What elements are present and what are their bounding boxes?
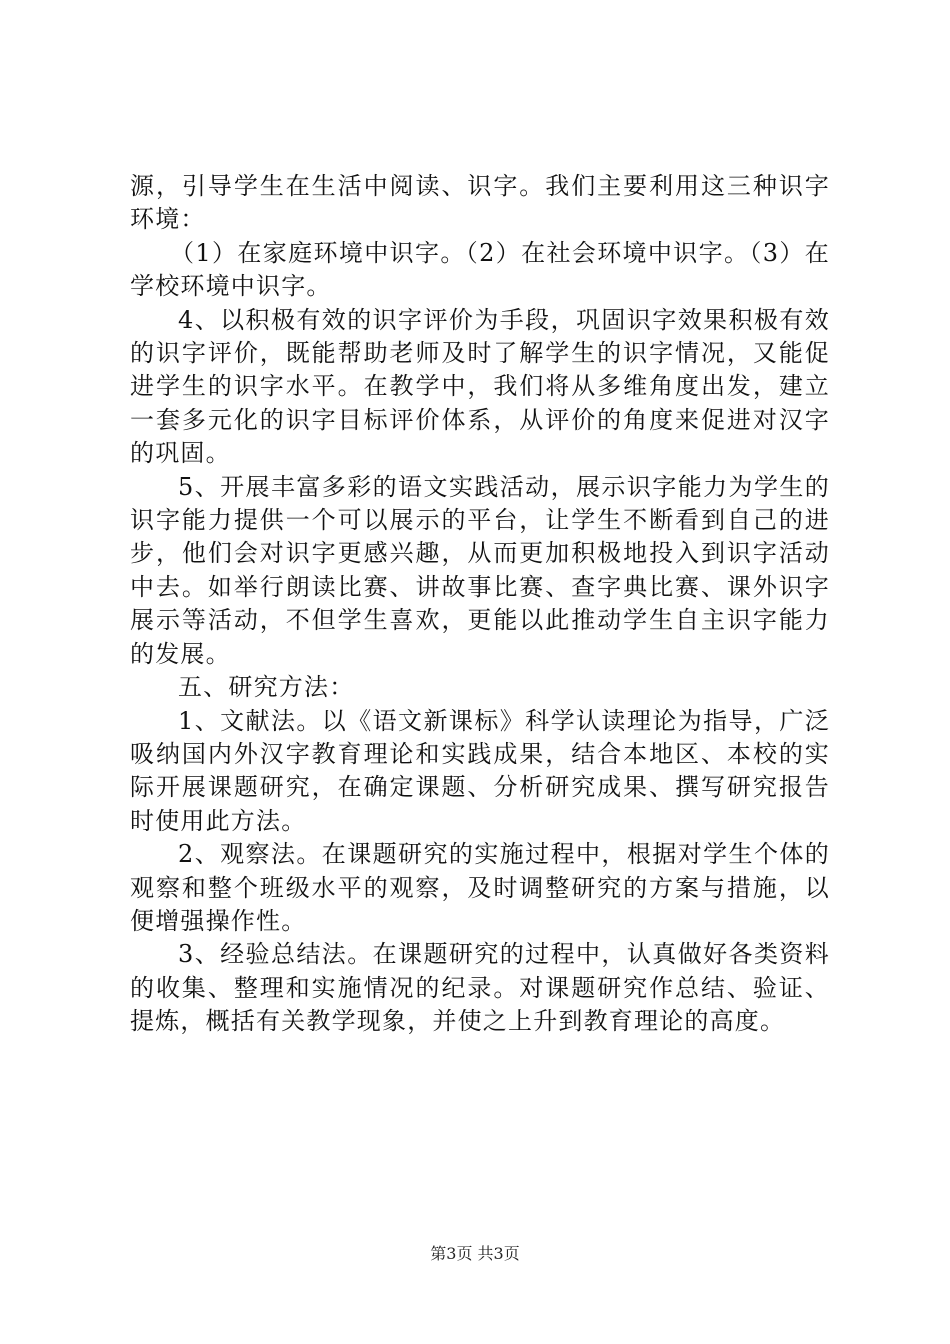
section-heading-research-methods: 五、研究方法： — [178, 673, 355, 702]
page-number-label: 第3页 共3页 — [430, 1244, 520, 1263]
paragraph-method-1: 1、文献法。以《语文新课标》科学认读理论为指导，广泛吸纳国内外汉字教育理论和实践成果，结合本地区、本校的实际开展课题研究，在确定课题、分析研究成果、撰写研究报告时使用此方法。 — [130, 706, 830, 835]
paragraph-environments-list: （1）在家庭环境中识字。（2）在社会环境中识字。（3）在学校环境中识字。 — [130, 238, 830, 301]
document-body — [130, 170, 830, 1039]
paragraph-item-5: 5、开展丰富多彩的语文实践活动，展示识字能力为学生的识字能力提供一个可以展示的平台，让学生不断看到自己的进步，他们会对识字更感兴趣，从而更加积极地投入到识字活动中去。如举行朗读比赛、讲故事比赛、查字典比赛、课外识字展示等活动，不但学生喜欢，更能以此推动学生自主识字能力的发展。 — [130, 472, 830, 668]
paragraph-continuation: 源，引导学生在生活中阅读、识字。我们主要利用这三种识字环境： — [130, 172, 830, 234]
paragraph-item-4: 4、以积极有效的识字评价为手段，巩固识字效果积极有效的识字评价，既能帮助老师及时了解学生的识字情况，又能促进学生的识字水平。在教学中，我们将从多维角度出发，建立一套多元化的识字目标评价体系，从评价的角度来促进对汉字的巩固。 — [130, 305, 830, 468]
paragraph-method-3: 3、经验总结法。在课题研究的过程中，认真做好各类资料的收集、整理和实施情况的纪录。对课题研究作总结、验证、提炼，概括有关教学现象，并使之上升到教育理论的高度。 — [130, 940, 830, 1036]
page-footer — [0, 1244, 950, 1264]
paragraph-method-2: 2、观察法。在课题研究的实施过程中，根据对学生个体的观察和整个班级水平的观察，及时调整研究的方案与措施，以便增强操作性。 — [130, 840, 830, 935]
